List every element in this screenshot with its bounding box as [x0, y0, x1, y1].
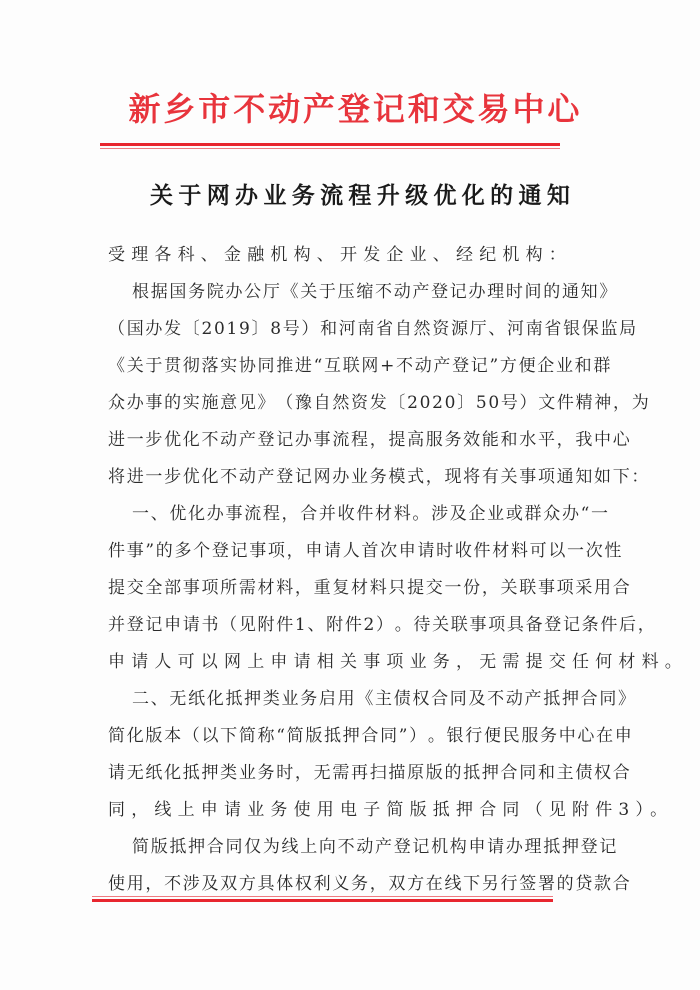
- body-line: 同，线上申请业务使用电子简版抵押合同（见附件3）。: [108, 800, 674, 820]
- heading-char: 和: [407, 90, 440, 128]
- body-line: 众 办 事 的 实 施 意 见 》 （ 豫 自 然 资 发 〔 2 0 2 0 〕 5 0 号 ） 文 件 精 神 ， 为: [108, 393, 649, 413]
- footer-rule-thin: [92, 896, 553, 897]
- heading-char: 登: [337, 90, 370, 128]
- body-line: 将 进 一 步 优 化 不 动 产 登 记 网 办 业 务 模 式 ， 现 将 有 关 事 项 通 知 如 下 ：: [108, 467, 649, 487]
- heading-char: 乡: [163, 90, 196, 128]
- body-line: （ 国 办 发 〔 2 0 1 9 〕 8 号 ） 和 河 南 省 自 然 资 源 厅 、 河 南 省 银 保 监 局: [108, 319, 637, 339]
- heading-char: 程: [348, 183, 372, 209]
- heading-char: 新: [128, 90, 161, 128]
- heading-char: 升: [376, 183, 400, 209]
- body-line: 使 用 ， 不 涉 及 双 方 具 体 权 利 义 务 ， 双 方 在 线 下 另 行 签 署 的 贷 款 合: [108, 874, 630, 894]
- heading-char: 于: [178, 183, 202, 209]
- body-line: 件 事 ” 的 多 个 登 记 事 项 ， 申 请 人 首 次 申 请 时 收 件 材 料 可 以 一 次 性: [108, 541, 622, 561]
- masthead-title: [128, 88, 580, 130]
- heading-char: 产: [303, 90, 336, 128]
- heading-char: 不: [233, 90, 266, 128]
- heading-char: 的: [490, 183, 514, 209]
- heading-char: 易: [477, 90, 510, 128]
- footer-rule-thick: [92, 899, 553, 902]
- body-line: 《 关 于 贯 彻 落 实 协 同 推 进 “ 互 联 网 + 不 动 产 登 记 ” 方 便 企 业 和 群: [108, 356, 611, 376]
- body-line: 提 交 全 部 事 项 所 需 材 料 ， 重 复 材 料 只 提 交 一 份 ， 关 联 事 项 采 用 合: [108, 578, 630, 598]
- body-line: 一 、 优 化 办 事 流 程 ， 合 并 收 件 材 料 。 涉 及 企 业 或 群 众 办 “ 一: [132, 504, 609, 524]
- heading-char: 务: [291, 183, 315, 209]
- heading-char: 市: [198, 90, 231, 128]
- heading-char: 优: [433, 183, 457, 209]
- heading-char: 流: [320, 183, 344, 209]
- heading-char: 业: [263, 183, 287, 209]
- body-line: 二 、 无 纸 化 抵 押 类 业 务 启 用 《 主 债 权 合 同 及 不 动 产 抵 押 合 同 》: [132, 689, 636, 709]
- heading-char: 中: [512, 90, 545, 128]
- body-line: 进 一 步 优 化 不 动 产 登 记 办 事 流 程 ， 提 高 服 务 效 能 和 水 平 ， 我 中 心: [108, 430, 630, 450]
- body-line: 简 化 版 本 （ 以 下 简 称 “ 简 版 抵 押 合 同 ” ） 。 银 行 便 民 服 务 中 心 在 申: [108, 726, 632, 746]
- body-line: 申请人可以网上申请相关事项业务，无需提交任何材料。: [108, 652, 688, 672]
- heading-char: 交: [442, 90, 475, 128]
- body-line: 根 据 国 务 院 办 公 厅 《 关 于 压 缩 不 动 产 登 记 办 理 时 间 的 通 知 》: [132, 282, 617, 302]
- heading-char: 知: [546, 183, 570, 209]
- body-line: 并 登 记 申 请 书 （ 见 附 件 1 、 附 件 2 ） 。 待 关 联 事 项 具 备 登 记 条 件 后 ，: [108, 615, 655, 635]
- heading-char: 通: [518, 183, 542, 209]
- body-line: 请 无 纸 化 抵 押 类 业 务 时 ， 无 需 再 扫 描 原 版 的 抵 押 合 同 和 主 债 权 合: [108, 763, 630, 783]
- heading-char: 关: [150, 183, 173, 209]
- heading-char: 记: [372, 90, 405, 128]
- heading-char: 心: [547, 90, 580, 128]
- heading-char: 化: [461, 183, 485, 209]
- heading-char: 级: [405, 183, 429, 209]
- heading-char: 办: [235, 183, 259, 209]
- heading-char: 动: [268, 90, 301, 128]
- body-line: 受理各科、金融机构、开发企业、经纪机构：: [108, 245, 572, 265]
- masthead-rule-thick: [100, 143, 560, 146]
- body-line: 简 版 抵 押 合 同 仅 为 线 上 向 不 动 产 登 记 机 构 申 请 办 理 抵 押 登 记: [132, 837, 617, 857]
- notice-title: [150, 178, 570, 214]
- heading-char: 网: [206, 183, 230, 209]
- masthead-rule-thin: [100, 148, 560, 149]
